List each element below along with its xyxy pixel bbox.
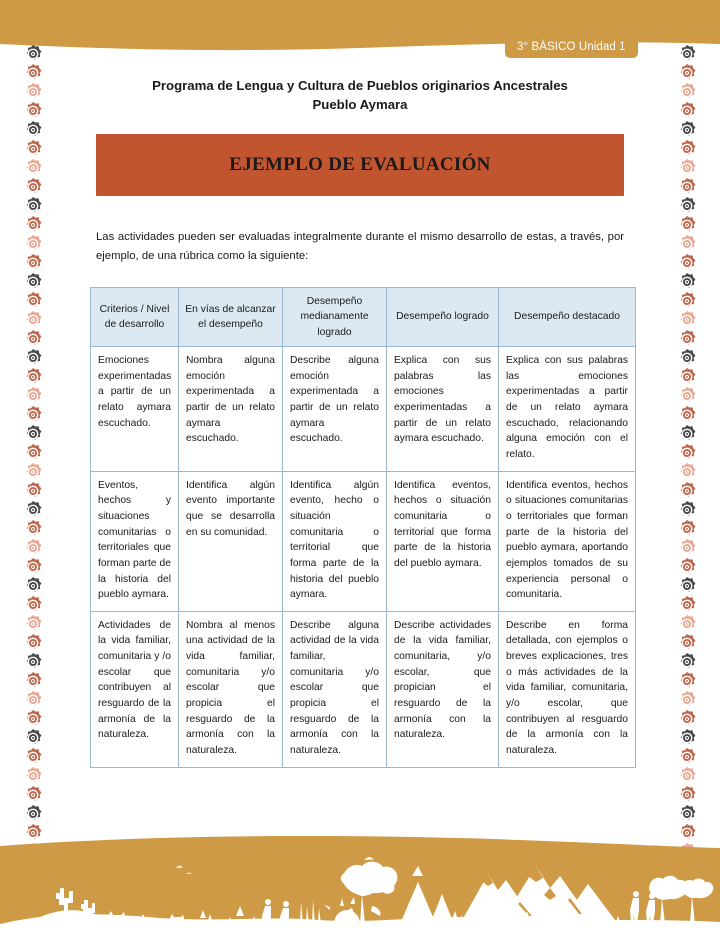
ornament-motif-icon xyxy=(23,405,43,425)
ornament-motif-icon xyxy=(677,633,697,653)
right-ornamental-border xyxy=(674,44,700,856)
ornament-motif-icon xyxy=(23,500,43,520)
ornament-motif-icon xyxy=(677,652,697,672)
column-header-medianamente: Desempeño medianamente logrado xyxy=(283,287,387,346)
ornament-motif-icon xyxy=(23,443,43,463)
ornament-motif-icon xyxy=(23,386,43,406)
ornament-motif-icon xyxy=(23,101,43,121)
ornament-motif-icon xyxy=(677,177,697,197)
ornament-motif-icon xyxy=(23,652,43,672)
ornament-motif-icon xyxy=(23,614,43,634)
ornament-motif-icon xyxy=(677,101,697,121)
table-row xyxy=(91,611,636,767)
ornament-motif-icon xyxy=(677,234,697,254)
ornament-motif-icon xyxy=(23,367,43,387)
ornament-motif-icon xyxy=(23,709,43,729)
cell-destacado: Identifica eventos, hechos o situaciones comunitarias o territoriales que forman parte de la historia del pueblo aymara, aportando ejemplos tomados de su experiencia personal o comunitaria. xyxy=(499,471,636,611)
ornament-motif-icon xyxy=(23,348,43,368)
ornament-motif-icon xyxy=(677,196,697,216)
ornament-motif-icon xyxy=(677,253,697,273)
ornament-motif-icon xyxy=(677,158,697,178)
ornament-motif-icon xyxy=(677,728,697,748)
column-header-criterios: Criterios / Nivel de desarrollo xyxy=(91,287,179,346)
ornament-motif-icon xyxy=(677,443,697,463)
ornament-motif-icon xyxy=(677,367,697,387)
footer-landscape-band xyxy=(0,832,720,932)
ornament-motif-icon xyxy=(677,139,697,159)
ornament-motif-icon xyxy=(677,291,697,311)
evaluation-banner-title: EJEMPLO DE EVALUACIÓN xyxy=(229,154,491,176)
ornament-motif-icon xyxy=(677,709,697,729)
table-row xyxy=(91,471,636,611)
ornament-motif-icon xyxy=(677,671,697,691)
ornament-motif-icon xyxy=(677,747,697,767)
cell-medianamente: Describe alguna emoción experimentada a partir de un relato aymara escuchado. xyxy=(283,347,387,471)
cell-en-vias: Nombra al menos una actividad de la vida familiar, comunitaria y/o escolar que propicia el resguardo de la armonía con la naturaleza. xyxy=(179,611,283,767)
cell-medianamente: Describe alguna actividad de la vida familiar, comunitaria y/o escolar que propicia el resguardo de la armonía con la naturaleza. xyxy=(283,611,387,767)
column-header-destacado: Desempeño destacado xyxy=(499,287,636,346)
intro-paragraph: Las actividades pueden ser evaluadas integralmente durante el mismo desarrollo de estas, a través, por ejemplo, de una rúbrica como la siguiente: xyxy=(96,231,624,262)
ornament-motif-icon xyxy=(23,196,43,216)
ornament-motif-icon xyxy=(23,804,43,824)
ornament-motif-icon xyxy=(677,462,697,482)
ornament-motif-icon xyxy=(677,348,697,368)
ornament-motif-icon xyxy=(23,177,43,197)
cell-logrado: Explica con sus palabras las emociones experimentadas a partir de un relato aymara escuchado. xyxy=(387,347,499,471)
ornament-motif-icon xyxy=(23,329,43,349)
ornament-motif-icon xyxy=(677,500,697,520)
cell-logrado: Describe actividades de la vida familiar, comunitaria, y/o escolar, que propician el resguardo de la armonía con la naturaleza. xyxy=(387,611,499,767)
ornament-motif-icon xyxy=(23,253,43,273)
ornament-motif-icon xyxy=(677,557,697,577)
ornament-motif-icon xyxy=(677,386,697,406)
ornament-motif-icon xyxy=(677,310,697,330)
ornament-motif-icon xyxy=(677,82,697,102)
ornament-motif-icon xyxy=(677,329,697,349)
ornament-motif-icon xyxy=(677,576,697,596)
ornament-motif-icon xyxy=(23,576,43,596)
ornament-motif-icon xyxy=(23,424,43,444)
cell-destacado: Describe en forma detallada, con ejemplos o breves explicaciones, tres o más actividades de la vida familiar, comunitaria, y/o escolar, que contribuyen al resguardo de la armonía con la naturaleza. xyxy=(499,611,636,767)
ornament-motif-icon xyxy=(23,690,43,710)
ornament-motif-icon xyxy=(23,63,43,83)
cell-en-vias: Identifica algún evento importante que se desarrolla en su comunidad. xyxy=(179,471,283,611)
document-title xyxy=(96,76,624,114)
ornament-motif-icon xyxy=(23,120,43,140)
ornament-motif-icon xyxy=(677,785,697,805)
ornament-motif-icon xyxy=(23,481,43,501)
ornament-motif-icon xyxy=(677,405,697,425)
ornament-motif-icon xyxy=(677,120,697,140)
ornament-motif-icon xyxy=(23,785,43,805)
ornament-motif-icon xyxy=(23,519,43,539)
ornament-motif-icon xyxy=(23,766,43,786)
ornament-motif-icon xyxy=(677,481,697,501)
evaluation-banner xyxy=(96,134,624,196)
ornament-motif-icon xyxy=(677,424,697,444)
ornament-motif-icon xyxy=(23,747,43,767)
cell-criterio: Actividades de la vida familiar, comunitaria y /o escolar que contribuyen al resguardo de la armonía de la naturaleza. xyxy=(91,611,179,767)
ornament-motif-icon xyxy=(677,804,697,824)
document-title-line-1: Programa de Lengua y Cultura de Pueblos originarios Ancestrales xyxy=(152,78,568,93)
ornament-motif-icon xyxy=(677,766,697,786)
ornament-motif-icon xyxy=(23,595,43,615)
cell-medianamente: Identifica algún evento, hecho o situación comunitaria o territorial que forma parte de la historia del pueblo aymara. xyxy=(283,471,387,611)
table-row xyxy=(91,347,636,471)
ornament-motif-icon xyxy=(677,690,697,710)
ornament-motif-icon xyxy=(23,557,43,577)
unit-badge: 3° BÁSICO Unidad 1 xyxy=(505,36,638,58)
cell-logrado: Identifica eventos, hechos o situación comunitaria o territorial que forma parte de la historia del pueblo aymara. xyxy=(387,471,499,611)
table-header-row xyxy=(91,287,636,346)
document-title-line-2: Pueblo Aymara xyxy=(312,97,408,113)
ornament-motif-icon xyxy=(23,538,43,558)
ornament-motif-icon xyxy=(677,272,697,292)
column-header-en-vias: En vías de alcanzar el desempeño xyxy=(179,287,283,346)
ornament-motif-icon xyxy=(677,63,697,83)
main-content xyxy=(62,62,658,768)
ornament-motif-icon xyxy=(23,234,43,254)
ornament-motif-icon xyxy=(23,291,43,311)
ornament-motif-icon xyxy=(23,728,43,748)
ornament-motif-icon xyxy=(23,633,43,653)
ornament-motif-icon xyxy=(677,519,697,539)
ornament-motif-icon xyxy=(677,215,697,235)
ornament-motif-icon xyxy=(23,44,43,64)
ornament-motif-icon xyxy=(677,614,697,634)
ornament-motif-icon xyxy=(23,671,43,691)
ornament-motif-icon xyxy=(23,462,43,482)
rubric-table-container xyxy=(90,287,630,768)
ornament-motif-icon xyxy=(23,215,43,235)
ornament-motif-icon xyxy=(23,310,43,330)
ornament-motif-icon xyxy=(677,538,697,558)
ornament-motif-icon xyxy=(23,82,43,102)
rubric-table xyxy=(90,287,636,768)
ornament-motif-icon xyxy=(677,595,697,615)
left-ornamental-border xyxy=(20,44,46,856)
cell-criterio: Emociones experimentadas a partir de un relato aymara escuchado. xyxy=(91,347,179,471)
column-header-logrado: Desempeño logrado xyxy=(387,287,499,346)
cell-destacado: Explica con sus palabras las emociones experimentadas a partir de un relato aymara escuchado, relacionando alguna emoción con el relato. xyxy=(499,347,636,471)
cell-en-vias: Nombra alguna emoción experimentada a partir de un relato aymara escuchado. xyxy=(179,347,283,471)
ornament-motif-icon xyxy=(23,272,43,292)
ornament-motif-icon xyxy=(23,139,43,159)
ornament-motif-icon xyxy=(23,158,43,178)
cell-criterio: Eventos, hechos y situaciones comunitarias o territoriales que forman parte de la historia del pueblo aymara. xyxy=(91,471,179,611)
ornament-motif-icon xyxy=(677,44,697,64)
